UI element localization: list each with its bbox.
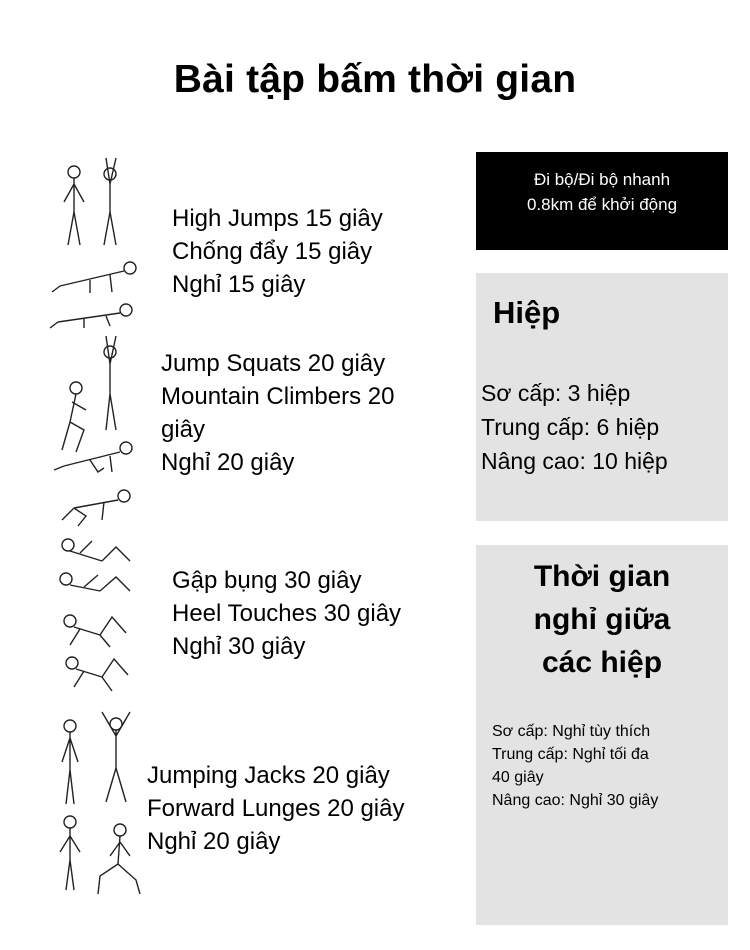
rest-heading	[476, 555, 728, 684]
crunches-heel-touches-illustration	[40, 535, 150, 700]
exercise-line: giây	[161, 416, 206, 443]
rest-heading-line: các hiệp	[541, 646, 663, 679]
high-jumps-pushups-illustration	[40, 150, 150, 335]
exercise-block-2	[161, 347, 394, 479]
exercise-line: Nghỉ 15 giây	[172, 271, 306, 298]
exercise-line: Gập bụng 30 giây	[172, 567, 362, 594]
rest-item: Sơ cấp: Nghỉ tùy thích	[492, 723, 651, 740]
rest-item: Nâng cao: Nghỉ 30 giây	[492, 792, 659, 809]
exercise-line: Nghỉ 20 giây	[161, 449, 295, 476]
exercise-line: Chống đẩy 15 giây	[172, 238, 373, 265]
warmup-line: 0.8km để khởi động	[526, 195, 678, 214]
rounds-heading: Hiệp	[493, 295, 561, 330]
rounds-list	[481, 376, 668, 478]
exercise-line: Jumping Jacks 20 giây	[147, 762, 390, 789]
rounds-item: Nâng cao: 10 hiệp	[481, 448, 668, 474]
rounds-box	[476, 273, 728, 521]
rounds-item: Sơ cấp: 3 hiệp	[481, 380, 631, 406]
exercise-line: Mountain Climbers 20	[161, 383, 395, 410]
rest-list	[492, 720, 722, 812]
exercise-line: Jump Squats 20 giây	[161, 350, 386, 377]
rest-item: Trung cấp: Nghỉ tối đa	[492, 746, 649, 763]
exercise-block-4	[147, 759, 404, 858]
exercise-block-3	[172, 564, 401, 663]
warmup-box	[476, 152, 728, 250]
exercise-line: Nghỉ 20 giây	[147, 828, 281, 855]
rest-box	[476, 545, 728, 925]
exercise-line: High Jumps 15 giây	[172, 205, 383, 232]
exercise-line: Heel Touches 30 giây	[172, 600, 402, 627]
page-title: Bài tập bấm thời gian	[173, 58, 577, 101]
rounds-item: Trung cấp: 6 hiệp	[481, 414, 660, 440]
rest-heading-line: nghỉ giữa	[533, 603, 671, 636]
warmup-line: Đi bộ/Đi bộ nhanh	[533, 170, 671, 189]
exercise-line: Nghỉ 30 giây	[172, 633, 306, 660]
rest-item: 40 giây	[492, 769, 544, 786]
rest-heading-line: Thời gian	[533, 560, 671, 593]
jump-squats-climbers-illustration	[40, 330, 150, 530]
exercise-line: Forward Lunges 20 giây	[147, 795, 405, 822]
jacks-lunges-illustration	[40, 710, 150, 900]
exercise-block-1	[172, 202, 383, 301]
